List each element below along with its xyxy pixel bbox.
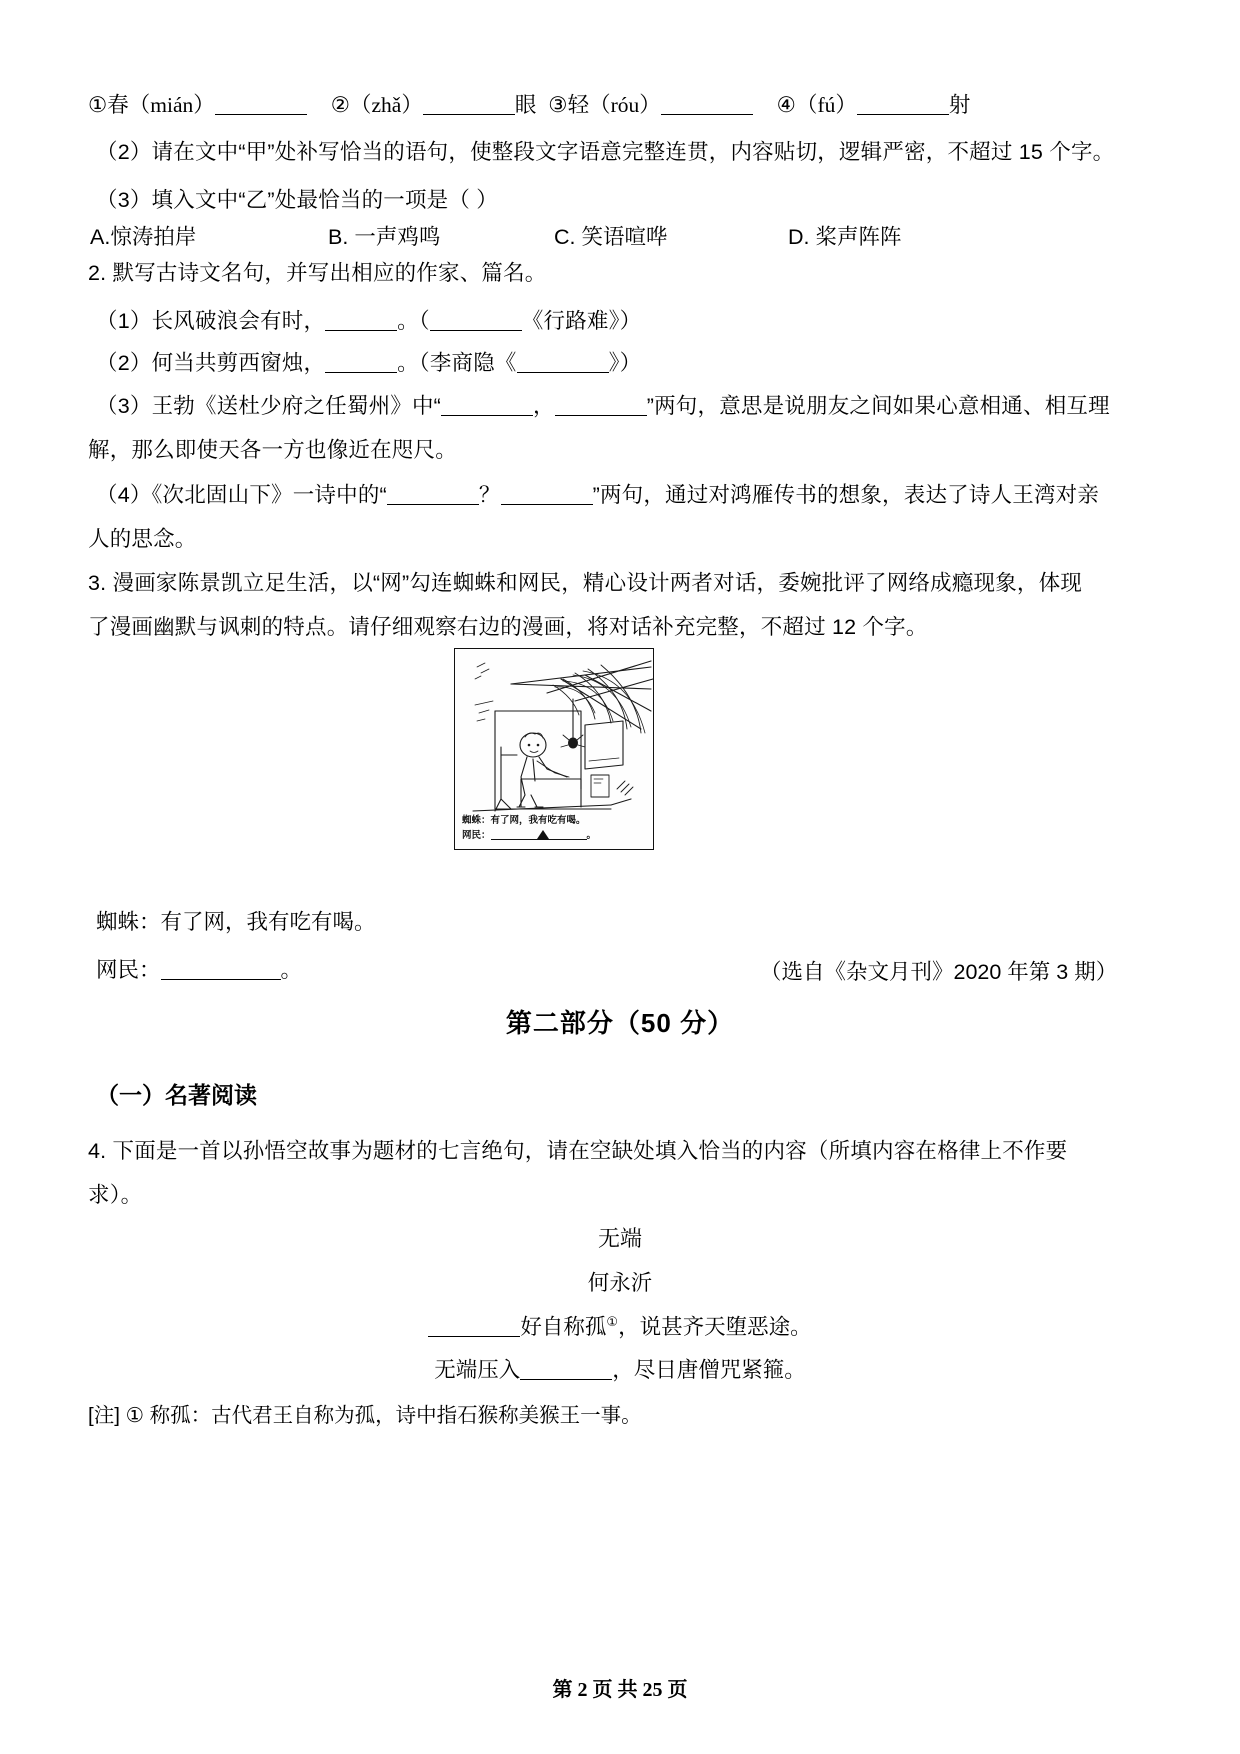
question2-item-4-seg1: 《次北固山下》一诗中的“	[151, 483, 387, 507]
question2-item-1-seg3: 《行路难》）	[521, 309, 642, 333]
poem-line-1-a: 好自称孤	[520, 1315, 607, 1339]
question1-sub2: （2）请在文中“甲”处补写恰当的语句，使整段文字语意完整连贯，内容贴切，逻辑严密，不超过 15 个字。	[96, 140, 1115, 164]
comic-caption	[462, 814, 646, 844]
dialogue-spider-speaker: 蜘蛛：	[96, 910, 161, 934]
comic-caption-netizen-label: 网民：	[462, 831, 491, 841]
pinyin-item-1-marker: ①	[88, 93, 108, 117]
option-b-text: 一声鸡鸣	[354, 225, 441, 249]
comic-illustration	[454, 648, 654, 850]
question2-item-2	[96, 353, 641, 375]
question2-item-3	[96, 396, 1110, 418]
poem-line-2	[0, 1353, 1240, 1384]
question2-item-1-label: （1）	[96, 309, 152, 333]
question2-item-2-seg2: 。（李商隐《	[397, 351, 517, 375]
question2-item-4-line2: 人的思念。	[88, 527, 197, 551]
option-d[interactable]	[788, 220, 902, 251]
question2-blank-2a[interactable]	[325, 372, 397, 373]
pinyin-blank-3[interactable]	[661, 114, 753, 115]
question1-sub3: （3）填入文中“乙”处最恰当的一项是（ ）	[96, 188, 498, 212]
poem-footnote-marker: ①	[606, 1313, 619, 1329]
pinyin-item-4-post: 射	[948, 93, 971, 117]
dialogue-netizen-text: 。	[280, 958, 303, 982]
option-d-text: 桨声阵阵	[815, 225, 902, 249]
question2-stem: 2. 默写古诗文名句，并写出相应的作家、篇名。	[88, 261, 547, 285]
section-title-masterpiece-reading: （一）名著阅读	[96, 1082, 257, 1108]
pinyin-item-2-post: 眼	[514, 93, 537, 117]
question3-line2: 了漫画幽默与讽刺的特点。请仔细观察右边的漫画，将对话补充完整，不超过 12 个字。	[88, 615, 928, 639]
poem-line-2-a: 无端压入	[434, 1358, 521, 1382]
question3-line1: 3. 漫画家陈景凯立足生活，以“网”勾连蜘蛛和网民，精心设计两者对话，委婉批评了网络成瘾现象，体现	[88, 571, 1083, 595]
comic-caption-netizen-row	[462, 829, 646, 844]
page-footer: 第 2 页 共 25 页	[552, 1679, 688, 1701]
question4-line2: 求）。	[88, 1183, 143, 1207]
question2-blank-4a[interactable]	[387, 504, 479, 505]
poem-line-2-b: ，尽日唐僧咒紧箍。	[612, 1358, 806, 1382]
question2-item-3-seg1: 王勃《送杜少府之任蜀州》中“	[151, 394, 442, 418]
option-a-text: 惊涛拍岸	[110, 225, 197, 249]
dialogue-netizen-blank[interactable]	[161, 979, 281, 980]
pinyin-blank-2[interactable]	[423, 114, 515, 115]
question2-item-3-seg2: ，	[533, 394, 555, 418]
comic-caption-blank[interactable]	[491, 839, 587, 840]
question2-item-4-seg3: ”两句，通过对鸿雁传书的想象，表达了诗人王湾对亲	[592, 483, 1100, 507]
poem-line-1-b: ，说甚齐天堕恶途。	[618, 1315, 812, 1339]
pinyin-fill-row	[88, 88, 970, 119]
question2-item-4-seg2: ？	[478, 483, 501, 507]
pinyin-blank-1[interactable]	[215, 114, 307, 115]
question2-item-2-seg1: 何当共剪西窗烛，	[151, 351, 326, 375]
question2-item-1-seg1: 长风破浪会有时，	[151, 309, 326, 333]
pinyin-item-2-marker: ②	[330, 93, 350, 117]
dialogue-line-spider	[96, 905, 376, 936]
option-a[interactable]	[90, 220, 196, 251]
dialogue-line-netizen	[96, 953, 302, 984]
question4-footnote: [注] ① 称孤：古代君王自称为孤，诗中指石猴称美猴王一事。	[88, 1404, 642, 1427]
question2-item-1	[96, 311, 641, 333]
option-b[interactable]	[328, 220, 440, 251]
poem-line-1	[0, 1310, 1240, 1341]
question2-blank-3b[interactable]	[555, 415, 647, 416]
pinyin-item-1-pinyin: （mián）	[128, 93, 215, 117]
question2-blank-2b[interactable]	[517, 372, 609, 373]
option-b-key: B.	[328, 225, 349, 249]
question2-item-2-seg3: 》）	[608, 351, 642, 375]
question2-blank-3a[interactable]	[441, 415, 533, 416]
question2-item-3-line2: 解，那么即使天各一方也像近在咫尺。	[88, 438, 457, 462]
poem-author: 何永沂	[587, 1271, 653, 1295]
option-c-text: 笑语喧哗	[581, 225, 668, 249]
comic-source-citation: （选自《杂文月刊》2020 年第 3 期）	[760, 960, 1118, 984]
pinyin-item-4-marker: ④	[776, 93, 796, 117]
question2-item-3-seg3: ”两句，意思是说朋友之间如果心意相通、相互理	[646, 394, 1110, 418]
dialogue-spider-text: 有了网，我有吃有喝。	[160, 910, 376, 934]
dialogue-netizen-speaker: 网民：	[96, 958, 161, 982]
poem-blank-1[interactable]	[428, 1336, 520, 1337]
question2-item-4-label: （4）	[96, 483, 152, 507]
question2-blank-1a[interactable]	[325, 330, 397, 331]
pinyin-item-3-pre: 轻	[567, 93, 590, 117]
pinyin-item-1-pre: 春	[107, 93, 129, 117]
question2-item-1-seg2: 。（	[397, 309, 430, 333]
comic-caption-spider: 蜘蛛：有了网，我有吃有喝。	[462, 816, 586, 826]
question2-item-2-label: （2）	[96, 351, 152, 375]
poem-title: 无端	[597, 1226, 642, 1251]
option-d-key: D.	[788, 225, 810, 249]
part-title: 第二部分（50 分）	[505, 1008, 735, 1038]
option-c[interactable]	[554, 220, 668, 251]
triangle-marker-icon	[537, 830, 549, 839]
poem-blank-2[interactable]	[520, 1379, 612, 1380]
option-a-key: A.	[90, 225, 111, 249]
question2-blank-4b[interactable]	[501, 504, 593, 505]
pinyin-item-4-pinyin: （fú）	[795, 93, 857, 117]
question2-blank-1b[interactable]	[430, 330, 522, 331]
pinyin-blank-4[interactable]	[857, 114, 949, 115]
pinyin-item-3-pinyin: （róu）	[589, 93, 661, 117]
option-c-key: C.	[554, 225, 576, 249]
comic-caption-end: 。	[586, 831, 597, 841]
pinyin-item-2-pinyin: （zhǎ）	[349, 93, 423, 117]
question2-item-3-label: （3）	[96, 394, 152, 418]
question4-line1: 4. 下面是一首以孙悟空故事为题材的七言绝句，请在空缺处填入恰当的内容（所填内容在格律上不作要	[88, 1139, 1068, 1163]
pinyin-item-3-marker: ③	[548, 93, 568, 117]
question2-item-4	[96, 485, 1099, 507]
